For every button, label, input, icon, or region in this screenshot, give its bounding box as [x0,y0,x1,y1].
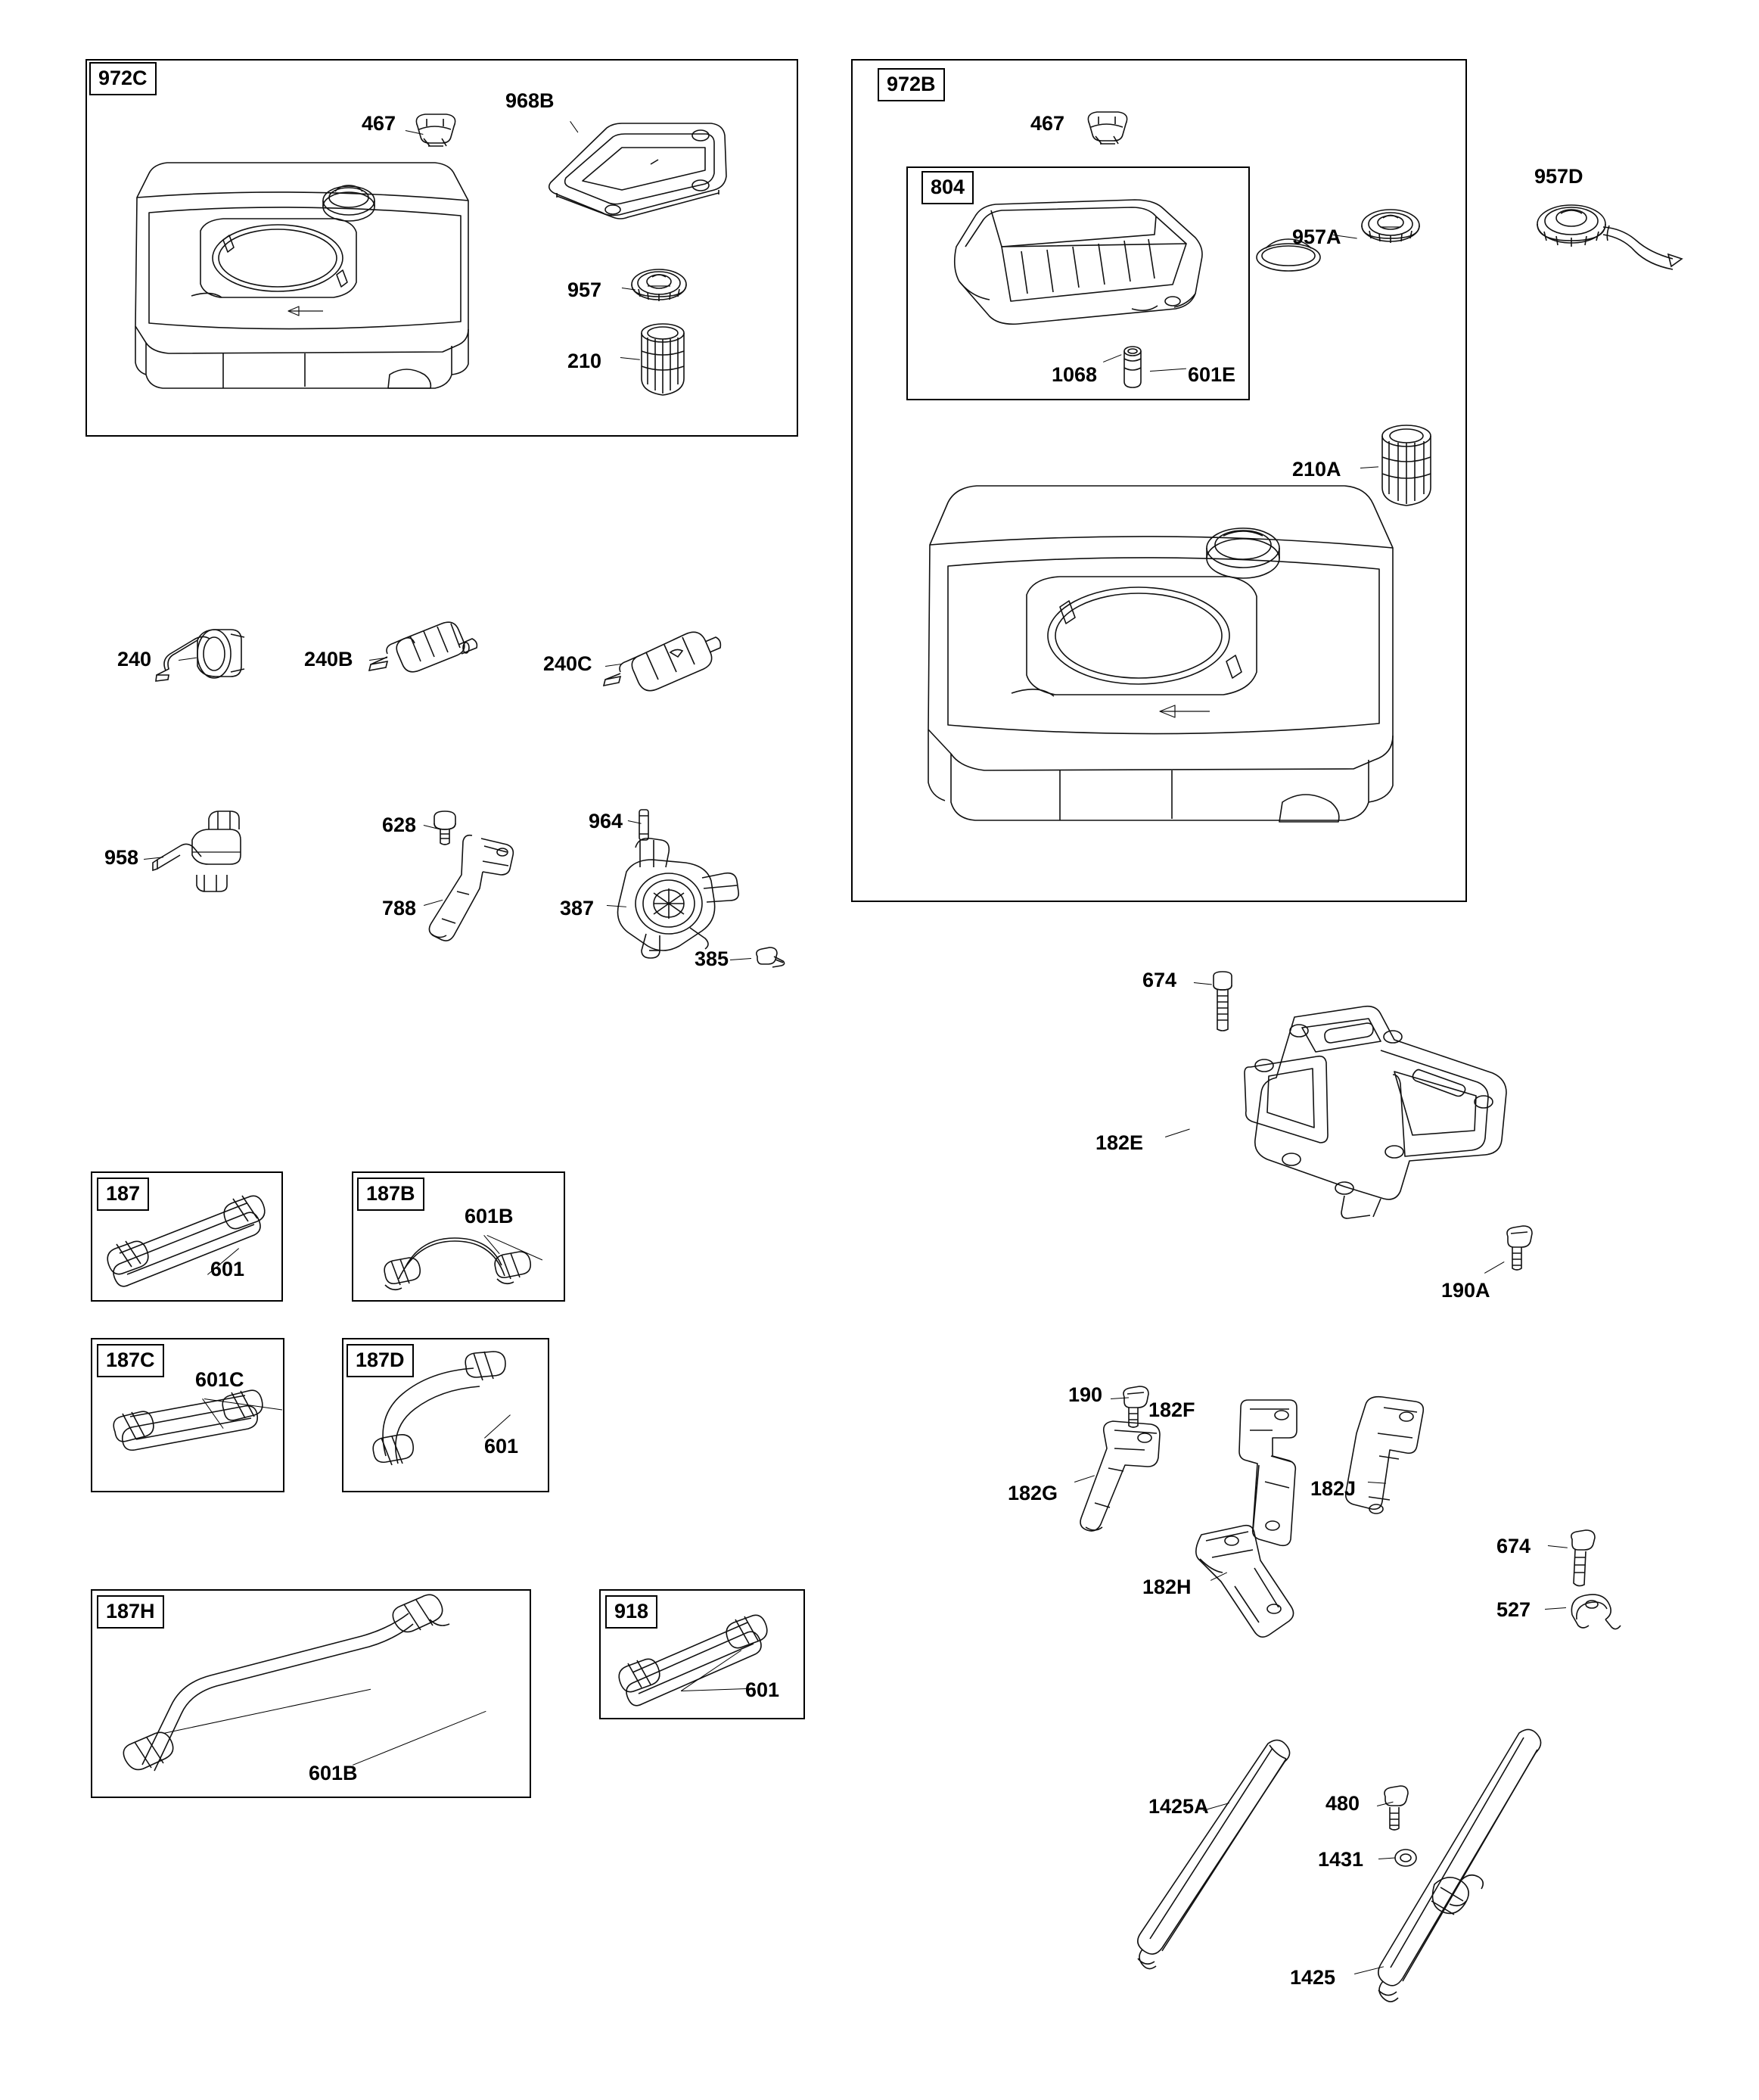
part-972C-fuel-tank-assembly-left [110,148,503,420]
part-182J-bracket-j [1343,1391,1434,1535]
callout-182G: 182G [1008,1482,1058,1504]
part-467-clamp-right [1080,107,1133,150]
part-804-engine-cover [946,188,1226,339]
part-387-fuel-pump [605,831,749,960]
part-187H-fuel-hose-h [104,1612,528,1786]
callout-210: 210 [567,350,602,372]
callout-628: 628 [382,814,417,836]
part-182H-bracket-h [1186,1521,1300,1642]
callout-240: 240 [117,648,152,670]
callout-972B: 972B [878,68,945,101]
callout-957A: 957A [1292,226,1341,248]
callout-972C: 972C [89,62,157,95]
part-190A-screw-a [1502,1226,1534,1276]
leader [1545,1607,1566,1610]
part-240C-inline-fuel-filter-c [605,622,719,690]
callout-1431: 1431 [1318,1848,1364,1871]
callout-467-left: 467 [362,112,396,135]
part-182E-mounting-bracket-plate [1154,1000,1547,1220]
part-972B-fuel-tank-assembly-right [912,469,1434,870]
part-240B-inline-fuel-filter-b [371,614,477,683]
part-958-fuel-tee-fitting [151,810,257,893]
callout-187H: 187H [97,1595,164,1629]
part-674-bolt-lower [1565,1530,1596,1589]
callout-182J: 182J [1310,1477,1357,1500]
part-527-clip [1566,1588,1619,1632]
callout-918: 918 [605,1595,657,1629]
part-210A-fuel-filter-screen-a [1375,422,1437,516]
callout-957D: 957D [1534,165,1583,188]
part-240-fuel-valve-elbow [155,614,253,683]
part-957-fuel-cap [625,263,693,313]
part-385-screw-small [753,946,786,973]
callout-804: 804 [921,171,974,204]
callout-957: 957 [567,278,602,301]
callout-958: 958 [104,846,139,869]
callout-240B: 240B [304,648,353,670]
callout-210A: 210A [1292,458,1341,481]
callout-480: 480 [1325,1792,1360,1815]
part-1425-dipstick-tube [1362,1724,1559,2004]
callout-601-918: 601 [745,1678,780,1701]
part-788-bracket [424,831,522,944]
callout-240C: 240C [543,652,592,675]
callout-601-187D: 601 [484,1435,519,1458]
callout-182E: 182E [1095,1131,1144,1154]
part-187C-fuel-hose-c [107,1377,281,1468]
part-968B-tank-cover-plate [537,117,741,231]
callout-601B-187B: 601B [465,1205,514,1227]
callout-968B: 968B [505,89,555,112]
part-957D-fuel-cap-with-tether [1524,195,1683,286]
callout-601E: 601E [1188,363,1236,386]
callout-187B: 187B [357,1178,424,1211]
callout-674-lower: 674 [1496,1535,1531,1557]
callout-601B-187H: 601B [309,1762,358,1784]
callout-1425A: 1425A [1148,1795,1209,1818]
callout-467-right: 467 [1030,112,1065,135]
callout-190: 190 [1068,1383,1103,1406]
callout-964: 964 [589,810,623,832]
callout-601-187: 601 [210,1258,245,1280]
callout-182F: 182F [1148,1398,1195,1421]
part-210-fuel-filter-screen [636,321,690,404]
callout-601C: 601C [195,1368,244,1391]
part-467-clamp-left [409,110,462,152]
callout-187D: 187D [347,1344,414,1377]
callout-187: 187 [97,1178,149,1211]
part-1425A-dipstick-tube-a [1127,1733,1301,1983]
callout-387: 387 [560,897,595,919]
callout-527: 527 [1496,1598,1531,1621]
callout-674-upper: 674 [1142,969,1177,991]
callout-1068: 1068 [1052,363,1098,386]
callout-1425: 1425 [1290,1966,1336,1989]
part-187B-fuel-hose-b [374,1220,533,1296]
part-1068-grommet [1118,342,1147,392]
part-957A-fuel-cap-body [1354,203,1427,257]
callout-190A: 190A [1441,1279,1490,1302]
callout-385: 385 [695,947,729,970]
callout-187C: 187C [97,1344,164,1377]
callout-182H: 182H [1142,1576,1192,1598]
callout-788: 788 [382,897,417,919]
